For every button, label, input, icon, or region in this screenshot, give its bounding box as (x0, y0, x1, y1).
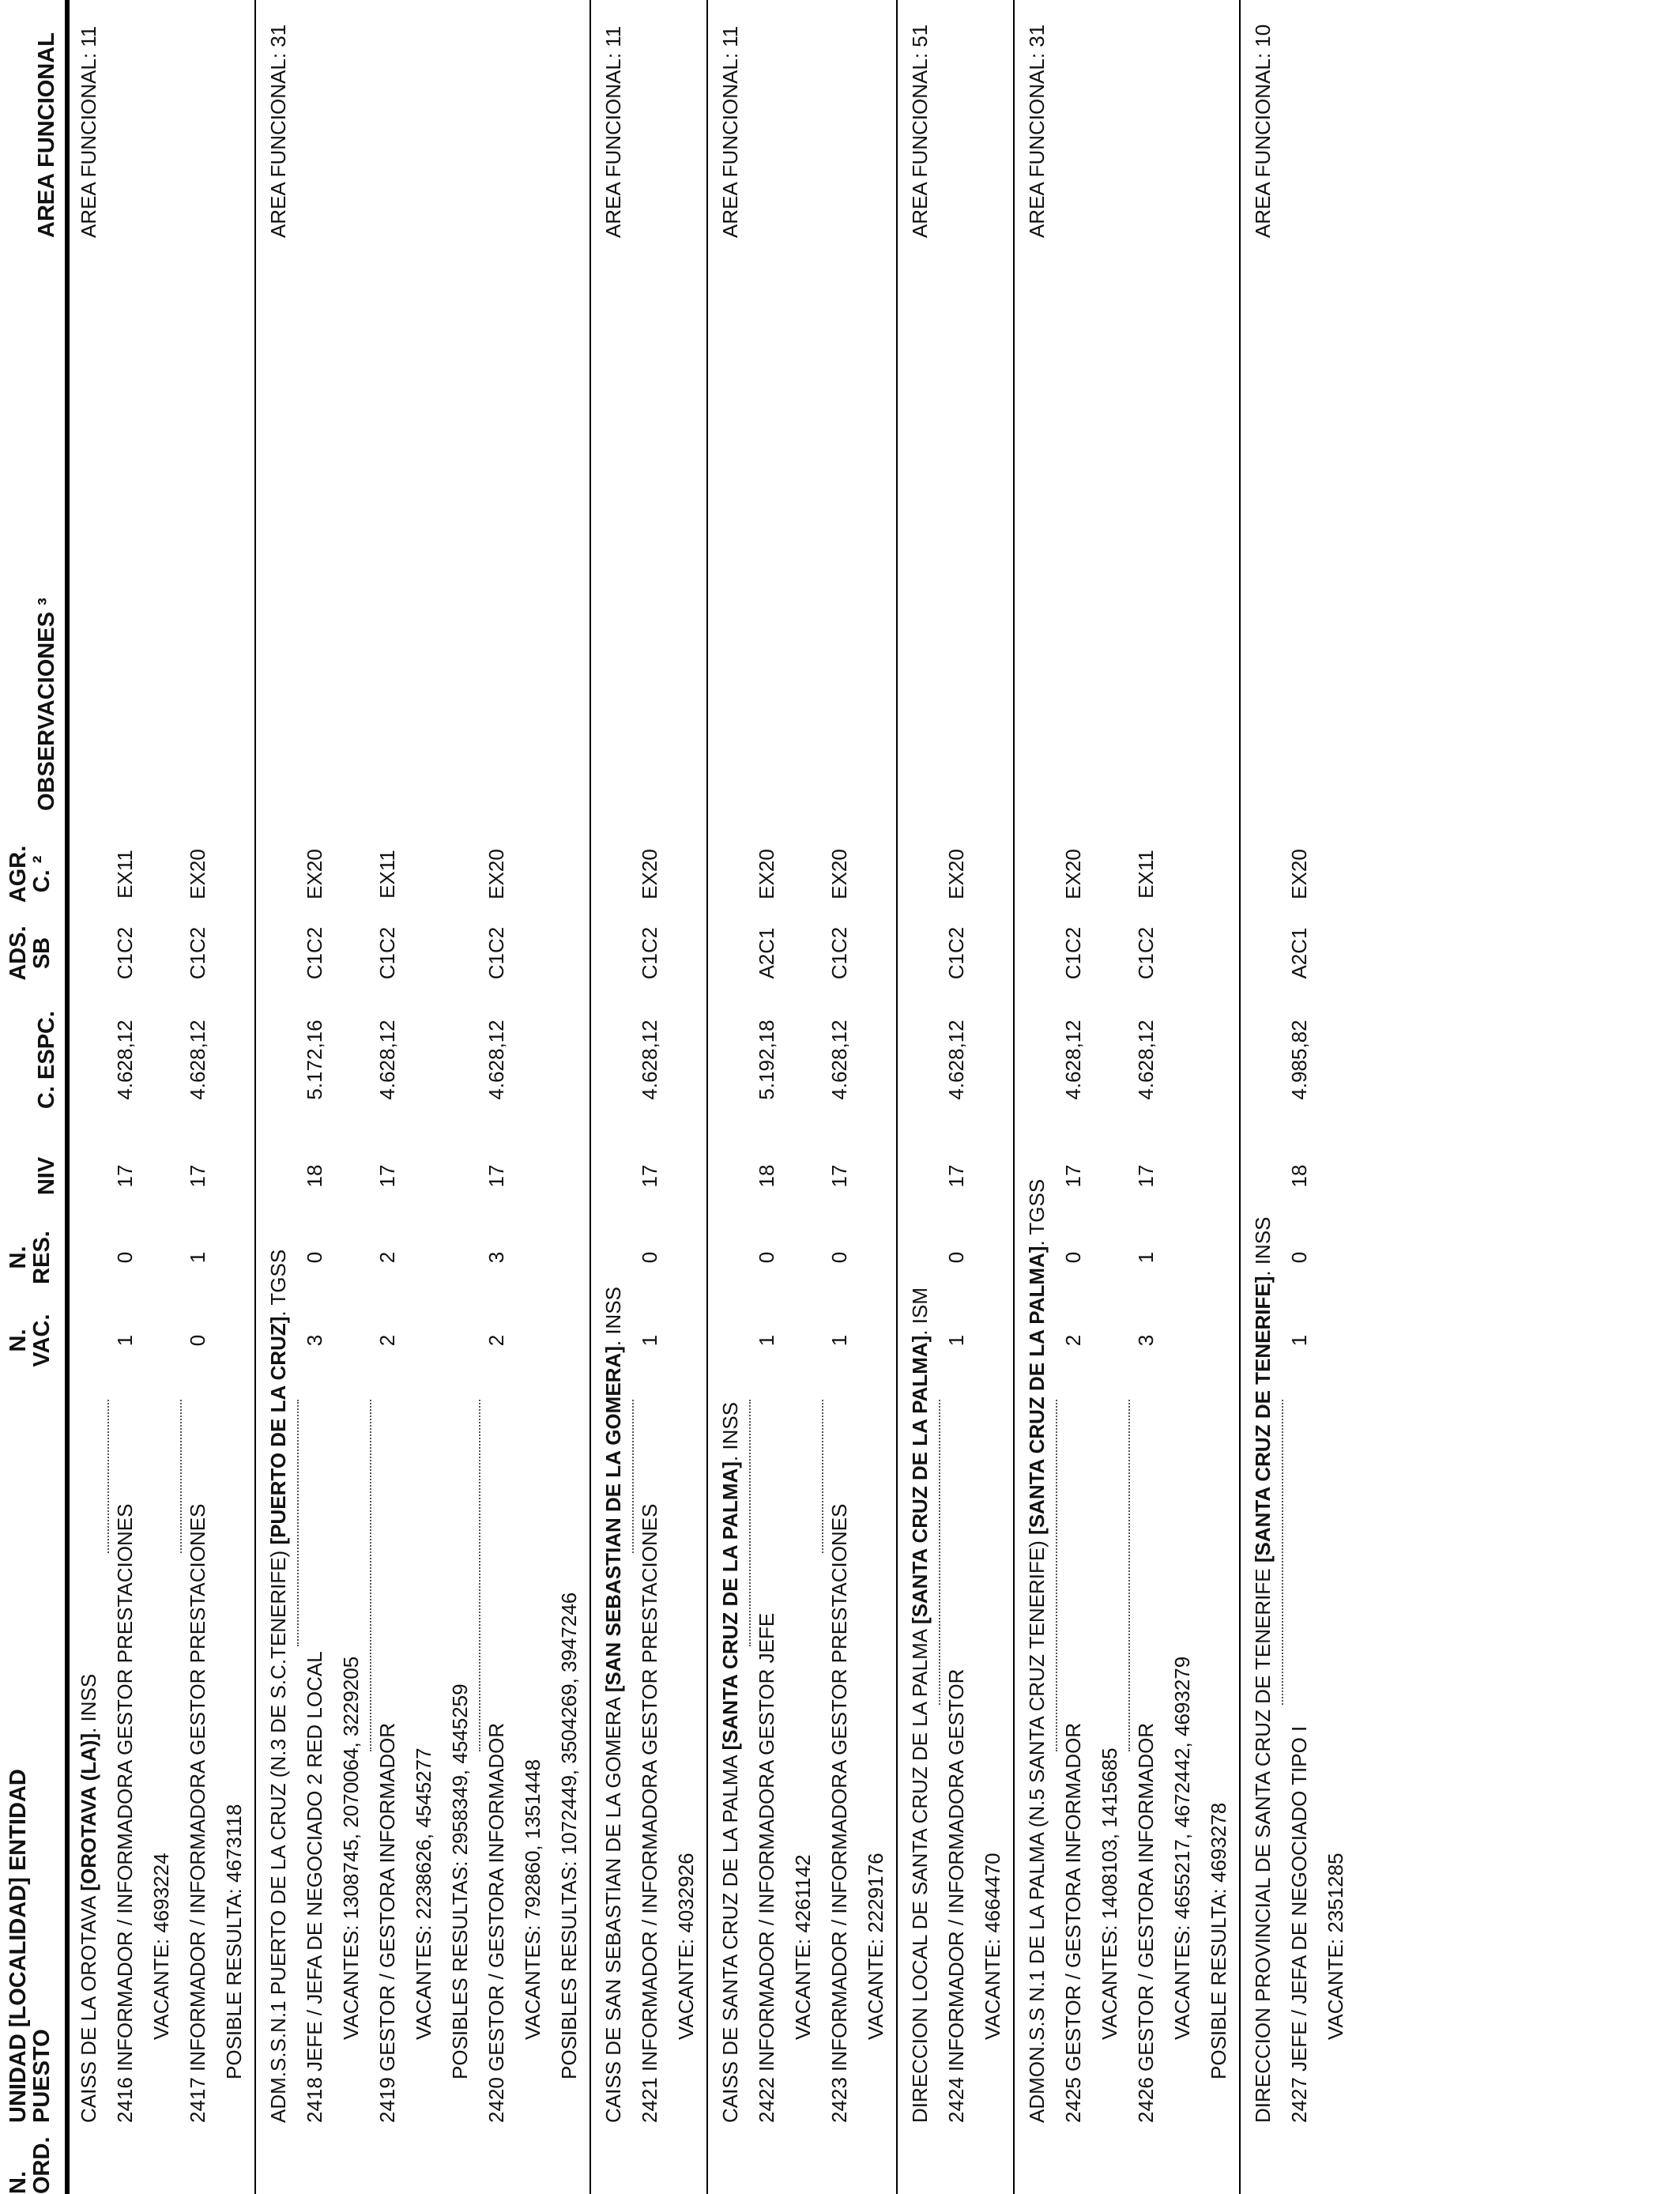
unit-localidad: [SANTA CRUZ DE LA PALMA] (1025, 1246, 1049, 1535)
row-niv: 17 (186, 1164, 209, 1188)
area-funcional: AREA FUNCIONAL: 31 (1025, 24, 1049, 238)
unit-name (1019, 1179, 1054, 2123)
header-rule (65, 0, 70, 2194)
unit-localidad: [OROTAVA (LA)] (77, 1732, 100, 1891)
row-puesto: GESTOR / GESTORA INFORMADOR (1061, 1722, 1085, 2071)
row-ads-sb: C1C2 (303, 926, 326, 980)
area-funcional: AREA FUNCIONAL: 51 (908, 24, 932, 238)
unit-name (902, 1287, 937, 2123)
row-n-res: 0 (1061, 1251, 1085, 1264)
row-c-espc: 4.628,12 (484, 1020, 508, 1100)
header-c-espc: C. ESPC. (34, 1010, 59, 1110)
row-puesto: INFORMADOR / INFORMADORA GESTOR PRESTACIONES (638, 1503, 661, 2071)
row-note (858, 0, 893, 2194)
row-n-vac: 3 (1134, 1334, 1158, 1347)
table-row (1282, 0, 1317, 2194)
row-note (1165, 0, 1200, 2194)
dot-leader (1282, 1400, 1283, 1705)
row-n-ord: 2424 (944, 2077, 968, 2123)
note-text: POSIBLE RESULTA: 4693278 (1207, 1802, 1230, 2079)
row-note (1201, 0, 1236, 2194)
row-niv: 17 (827, 1164, 851, 1188)
row-niv: 17 (1061, 1164, 1085, 1188)
row-ads-sb: C1C2 (1061, 926, 1085, 980)
area-funcional: AREA FUNCIONAL: 11 (601, 25, 625, 238)
header-n-res: N. RES. (6, 1231, 55, 1284)
row-n-res: 0 (303, 1251, 326, 1264)
unit-name-text: ADMON.S.S N.1 DE LA PALMA (N.5 SANTA CRUZ TENERIFE) (1025, 1534, 1049, 2123)
table-row (822, 0, 857, 2194)
row-c-espc: 4.628,12 (375, 1020, 399, 1100)
row-n-res: 0 (638, 1251, 661, 1264)
row-agr-c: EX20 (303, 849, 326, 899)
row-n-ord: 2421 (638, 2077, 661, 2123)
row-ads-sb: C1C2 (638, 926, 661, 980)
row-n-ord: 2423 (827, 2077, 851, 2123)
row-c-espc: 5.192,18 (755, 1020, 778, 1100)
dot-leader (479, 1400, 480, 1751)
row-agr-c: EX20 (827, 849, 851, 899)
row-n-vac: 2 (375, 1334, 399, 1347)
row-n-res: 1 (186, 1251, 209, 1264)
row-ads-sb: C1C2 (113, 926, 137, 980)
row-agr-c: EX11 (1134, 850, 1158, 899)
note-text: POSIBLES RESULTAS: 1072449, 3504269, 3947246 (557, 1592, 581, 2079)
row-puesto: GESTOR / GESTORA INFORMADOR (375, 1722, 399, 2071)
row-agr-c: EX20 (186, 849, 209, 899)
group-separator (254, 0, 256, 2194)
row-c-espc: 4.628,12 (1061, 1020, 1085, 1100)
area-funcional: AREA FUNCIONAL: 11 (718, 25, 742, 238)
table-row (180, 0, 215, 2194)
unit-localidad: [PUERTO DE LA CRUZ] (266, 1316, 290, 1545)
row-n-res: 3 (484, 1251, 508, 1264)
row-n-res: 0 (827, 1251, 851, 1264)
unit-name (596, 1287, 631, 2123)
row-n-vac: 1 (755, 1334, 778, 1347)
row-agr-c: EX20 (755, 849, 778, 899)
row-puesto: JEFE / JEFA DE NEGOCIADO TIPO I (1287, 1725, 1311, 2071)
row-n-vac: 1 (113, 1334, 137, 1347)
row-c-espc: 5.172,16 (303, 1020, 326, 1100)
table-row (370, 0, 405, 2194)
unit-row (596, 0, 631, 2194)
unit-name (261, 1250, 296, 2123)
row-n-ord: 2420 (484, 2077, 508, 2123)
row-note (1318, 0, 1353, 2194)
unit-localidad: [SAN SEBASTIAN DE LA GOMERA] (601, 1346, 625, 1693)
row-puesto: INFORMADOR / INFORMADORA GESTOR PRESTACIONES (113, 1503, 137, 2071)
unit-name (713, 1402, 748, 2123)
unit-name (71, 1674, 106, 2123)
note-text: VACANTE: 4693224 (149, 1853, 173, 2040)
row-niv: 18 (1287, 1164, 1311, 1188)
header-observaciones: OBSERVACIONES ³ (34, 598, 59, 811)
row-agr-c: EX20 (484, 849, 508, 899)
row-note (515, 0, 550, 2194)
row-n-vac: 1 (638, 1334, 661, 1347)
row-n-vac: 2 (1061, 1334, 1085, 1347)
row-puesto: GESTOR / GESTORA INFORMADOR (484, 1722, 508, 2071)
header-agr-c: AGR. C. ² (6, 845, 55, 903)
unit-entidad: . TGSS (266, 1249, 290, 1317)
row-puesto: INFORMADOR / INFORMADORA GESTOR JEFE (755, 1612, 778, 2071)
row-n-vac: 3 (303, 1334, 326, 1347)
table-row (1056, 0, 1090, 2194)
row-agr-c: EX20 (1287, 849, 1311, 899)
unit-localidad: [SANTA CRUZ DE LA PALMA] (718, 1461, 742, 1751)
row-note (669, 0, 703, 2194)
row-n-vac: 1 (1287, 1334, 1311, 1347)
group-separator (896, 0, 898, 2194)
row-n-ord: 2416 (113, 2077, 137, 2123)
note-text: VACANTE: 4664470 (981, 1853, 1004, 2040)
table-row (939, 0, 974, 2194)
dot-leader (632, 1400, 634, 1553)
row-ads-sb: C1C2 (375, 926, 399, 980)
note-text: VACANTES: 1308745, 2070064, 3229205 (339, 1656, 363, 2040)
row-agr-c: EX11 (375, 850, 399, 899)
table-row (632, 0, 667, 2194)
row-c-espc: 4.628,12 (186, 1020, 209, 1100)
row-niv: 17 (484, 1164, 508, 1188)
row-c-espc: 4.985,82 (1287, 1020, 1311, 1100)
area-funcional: AREA FUNCIONAL: 11 (77, 25, 100, 238)
row-puesto: INFORMADOR / INFORMADORA GESTOR PRESTACIONES (827, 1503, 851, 2071)
row-note (785, 0, 820, 2194)
note-text: VACANTES: 792860, 1351448 (521, 1759, 544, 2040)
unit-entidad: . INSS (718, 1401, 742, 1462)
header-unidad: UNIDAD [LOCALIDAD] ENTIDAD PUESTO (6, 1769, 55, 2123)
dot-leader (1056, 1400, 1057, 1751)
unit-name-text: DIRECCION LOCAL DE SANTA CRUZ DE LA PALMA (908, 1624, 932, 2123)
unit-entidad: . INSS (77, 1673, 100, 1733)
row-n-res: 0 (755, 1251, 778, 1264)
row-ads-sb: A2C1 (755, 927, 778, 979)
unit-localidad: [SANTA CRUZ DE TENERIFE] (1251, 1276, 1275, 1563)
row-n-vac: 1 (827, 1334, 851, 1347)
note-text: VACANTE: 4261142 (791, 1854, 815, 2040)
row-n-ord: 2417 (186, 2077, 209, 2123)
note-text: VACANTES: 1408103, 1415685 (1098, 1747, 1121, 2040)
row-n-res: 1 (1134, 1251, 1158, 1264)
row-n-ord: 2426 (1134, 2077, 1158, 2123)
area-funcional: AREA FUNCIONAL: 10 (1251, 24, 1275, 238)
row-puesto: GESTOR / GESTORA INFORMADOR (1134, 1722, 1158, 2071)
group-separator (1013, 0, 1015, 2194)
unit-entidad: . ISM (908, 1287, 932, 1336)
unit-name-text: CAISS DE SAN SEBASTIAN DE LA GOMERA (601, 1692, 625, 2123)
row-note (333, 0, 368, 2194)
row-niv: 17 (1134, 1164, 1158, 1188)
table-row (297, 0, 332, 2194)
unit-row (902, 0, 937, 2194)
header-area-funcional: AREA FUNCIONAL (34, 32, 59, 238)
unit-row (1245, 0, 1280, 2194)
group-separator (1239, 0, 1241, 2194)
row-puesto: INFORMADOR / INFORMADORA GESTOR PRESTACIONES (186, 1503, 209, 2071)
dot-leader (939, 1400, 940, 1705)
group-separator (706, 0, 708, 2194)
row-c-espc: 4.628,12 (1134, 1020, 1158, 1100)
header-niv: NIV (34, 1156, 59, 1196)
note-text: VACANTES: 2238626, 4545277 (412, 1747, 435, 2040)
row-ads-sb: C1C2 (484, 926, 508, 980)
unit-localidad: [SANTA CRUZ DE LA PALMA] (908, 1335, 932, 1625)
unit-name-text: ADM.S.S.N.1 PUERTO DE LA CRUZ (N.3 DE S.C.TENERIFE) (266, 1544, 290, 2123)
unit-row (1019, 0, 1054, 2194)
dot-leader (180, 1400, 182, 1553)
row-n-res: 0 (1287, 1251, 1311, 1264)
unit-entidad: . INSS (601, 1286, 625, 1347)
table-header (0, 0, 63, 2194)
row-niv: 17 (944, 1164, 968, 1188)
unit-name-text: CAISS DE SANTA CRUZ DE LA PALMA (718, 1750, 742, 2123)
dot-leader (822, 1400, 823, 1553)
row-note (406, 0, 441, 2194)
unit-entidad: . TGSS (1025, 1178, 1049, 1246)
row-niv: 18 (303, 1164, 326, 1188)
row-c-espc: 4.628,12 (944, 1020, 968, 1100)
dot-leader (749, 1400, 751, 1646)
row-n-ord: 2425 (1061, 2077, 1085, 2123)
row-agr-c: EX20 (944, 849, 968, 899)
table-row (749, 0, 784, 2194)
note-text: VACANTE: 4032926 (674, 1853, 698, 2040)
row-niv: 17 (113, 1164, 137, 1188)
row-ads-sb: C1C2 (827, 926, 851, 980)
row-ads-sb: C1C2 (944, 926, 968, 980)
table-row (107, 0, 142, 2194)
row-n-res: 0 (944, 1251, 968, 1264)
note-text: VACANTES: 4655217, 4672442, 4693279 (1170, 1656, 1194, 2040)
row-puesto: INFORMADOR / INFORMADORA GESTOR (944, 1668, 968, 2071)
unit-row (261, 0, 296, 2194)
unit-row (71, 0, 106, 2194)
unit-name-text: DIRECCION PROVINCIAL DE SANTA CRUZ DE TENERIFE (1251, 1563, 1275, 2123)
unit-row (713, 0, 748, 2194)
row-ads-sb: A2C1 (1287, 927, 1311, 979)
row-n-ord: 2422 (755, 2077, 778, 2123)
row-n-vac: 0 (186, 1334, 209, 1347)
row-note (1092, 0, 1127, 2194)
table-row (1128, 0, 1163, 2194)
row-n-vac: 1 (944, 1334, 968, 1347)
note-text: POSIBLE RESULTA: 4673118 (222, 1804, 246, 2079)
row-niv: 17 (638, 1164, 661, 1188)
unit-name-text: CAISS DE LA OROTAVA (77, 1891, 100, 2123)
row-agr-c: EX11 (113, 850, 137, 899)
note-text: VACANTE: 2229176 (864, 1853, 887, 2040)
row-note (217, 0, 251, 2194)
row-agr-c: EX20 (638, 849, 661, 899)
row-niv: 17 (375, 1164, 399, 1188)
row-ads-sb: C1C2 (1134, 926, 1158, 980)
row-note (144, 0, 179, 2194)
table-row (479, 0, 514, 2194)
row-puesto: JEFE / JEFA DE NEGOCIADO 2 RED LOCAL (303, 1651, 326, 2071)
header-n-ord: N. ORD. (6, 2136, 55, 2194)
dot-leader (297, 1400, 299, 1646)
group-separator (590, 0, 591, 2194)
dot-leader (370, 1400, 371, 1751)
row-note (552, 0, 586, 2194)
row-c-espc: 4.628,12 (827, 1020, 851, 1100)
row-ads-sb: C1C2 (186, 926, 209, 980)
header-n-vac: N. VAC. (6, 1314, 55, 1367)
row-n-res: 2 (375, 1251, 399, 1264)
unit-name (1245, 1216, 1280, 2123)
row-n-ord: 2419 (375, 2077, 399, 2123)
area-funcional: AREA FUNCIONAL: 31 (266, 24, 290, 238)
note-text: VACANTE: 2351285 (1324, 1853, 1347, 2040)
row-n-vac: 2 (484, 1334, 508, 1347)
row-niv: 18 (755, 1164, 778, 1188)
row-note (443, 0, 477, 2194)
row-n-res: 0 (113, 1251, 137, 1264)
row-c-espc: 4.628,12 (638, 1020, 661, 1100)
dot-leader (107, 1400, 109, 1553)
row-note (975, 0, 1010, 2194)
row-agr-c: EX20 (1061, 849, 1085, 899)
row-n-ord: 2418 (303, 2077, 326, 2123)
unit-entidad: . INSS (1251, 1216, 1275, 1276)
note-text: POSIBLES RESULTAS: 2958349, 4545259 (448, 1683, 472, 2079)
row-c-espc: 4.628,12 (113, 1020, 137, 1100)
header-ads-sb: ADS. SB (6, 925, 55, 981)
row-n-ord: 2427 (1287, 2077, 1311, 2123)
dot-leader (1128, 1400, 1130, 1751)
